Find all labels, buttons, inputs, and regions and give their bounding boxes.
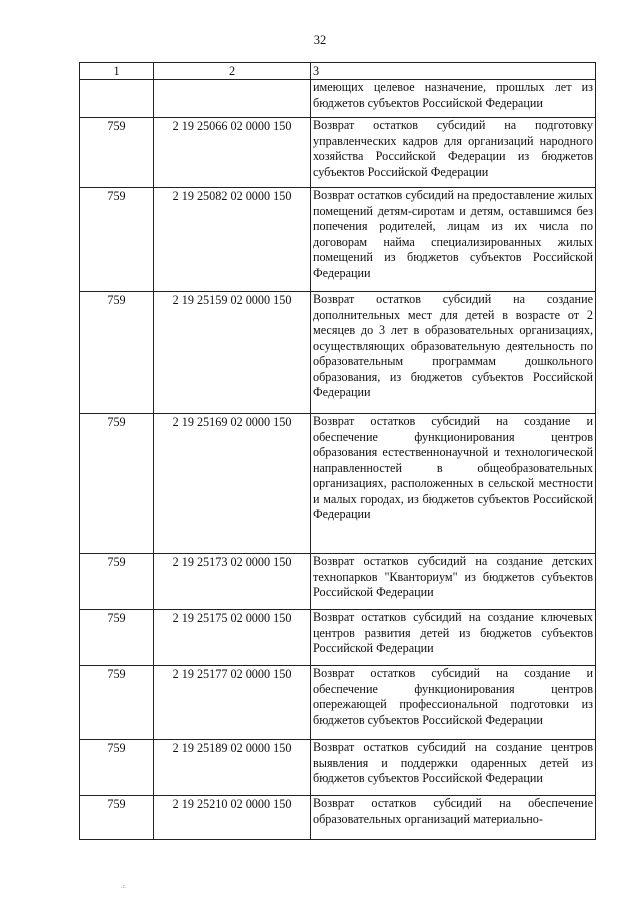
table-row [80, 554, 596, 610]
table-row [80, 118, 596, 188]
admin-code-cell: 759 [80, 188, 154, 292]
revenue-description-cell: Возврат остатков субсидий на подготовку управленческих кадров для организаций народного хозяйства Российской Федерации из бюджетов субъектов Российской Федерации [311, 118, 596, 188]
table-row [80, 80, 596, 118]
admin-code-cell: 759 [80, 292, 154, 414]
page-number: 32 [313, 33, 327, 47]
table-row [80, 666, 596, 740]
column-header-3: 3 [311, 63, 596, 80]
admin-code-cell [80, 80, 154, 118]
table-row [80, 292, 596, 414]
table-row [80, 188, 596, 292]
table-row [80, 610, 596, 666]
admin-code-cell: 759 [80, 118, 154, 188]
revenue-description-cell: имеющих целевое назначение, прошлых лет из бюджетов субъектов Российской Федерации [311, 80, 596, 118]
admin-code-cell: 759 [80, 740, 154, 796]
revenue-description-cell: Возврат остатков субсидий на предоставление жилых помещений детям-сиротам и детям, оставшимся без попечения родителей, лицам из их числа по договорам найма специализированных жилых помещений из бюджетов субъектов Российской Федерации [311, 188, 596, 292]
table-row [80, 740, 596, 796]
admin-code-cell: 759 [80, 554, 154, 610]
budget-classification-code-cell: 2 19 25169 02 0000 150 [154, 414, 311, 554]
revenue-description-cell: Возврат остатков субсидий на обеспечение образовательных организаций материально- [311, 796, 596, 840]
table-row [80, 414, 596, 554]
budget-classification-code-cell: 2 19 25189 02 0000 150 [154, 740, 311, 796]
revenue-description-cell: Возврат остатков субсидий на создание и обеспечение функционирования центров образования естественнонаучной и технологической направленностей в общеобразовательных организациях, расположенных в сельской местности и малых городах, из бюджетов субъектов Российской Федерации [311, 414, 596, 554]
budget-classification-code-cell: 2 19 25066 02 0000 150 [154, 118, 311, 188]
table-header-row [80, 63, 596, 80]
admin-code-cell: 759 [80, 414, 154, 554]
revenue-description-cell: Возврат остатков субсидий на создание ключевых центров развития детей из бюджетов субъектов Российской Федерации [311, 610, 596, 666]
column-header-2: 2 [154, 63, 311, 80]
column-header-1: 1 [80, 63, 154, 80]
budget-classification-code-cell: 2 19 25159 02 0000 150 [154, 292, 311, 414]
revenue-description-cell: Возврат остатков субсидий на создание детских технопарков "Кванториум" из бюджетов субъектов Российской Федерации [311, 554, 596, 610]
budget-classification-code-cell: 2 19 25173 02 0000 150 [154, 554, 311, 610]
admin-code-cell: 759 [80, 796, 154, 840]
revenue-description-cell: Возврат остатков субсидий на создание дополнительных мест для детей в возрасте от 2 месяцев до 3 лет в образовательных организациях, осуществляющих образовательную деятельность по образовательным программам дошкольного образования, из бюджетов субъектов Российской Федерации [311, 292, 596, 414]
budget-codes-table [79, 62, 596, 840]
revenue-description-cell: Возврат остатков субсидий на создание и обеспечение функционирования центров опережающей профессиональной подготовки из бюджетов субъектов Российской Федерации [311, 666, 596, 740]
budget-classification-code-cell: 2 19 25177 02 0000 150 [154, 666, 311, 740]
admin-code-cell: 759 [80, 610, 154, 666]
table-row [80, 796, 596, 840]
budget-classification-code-cell: 2 19 25210 02 0000 150 [154, 796, 311, 840]
budget-classification-code-cell: 2 19 25175 02 0000 150 [154, 610, 311, 666]
budget-classification-code-cell: 2 19 25082 02 0000 150 [154, 188, 311, 292]
admin-code-cell: 759 [80, 666, 154, 740]
scan-artifact: .:: [121, 884, 126, 890]
revenue-description-cell: Возврат остатков субсидий на создание центров выявления и поддержки одаренных детей из бюджетов субъектов Российской Федерации [311, 740, 596, 796]
budget-classification-code-cell [154, 80, 311, 118]
